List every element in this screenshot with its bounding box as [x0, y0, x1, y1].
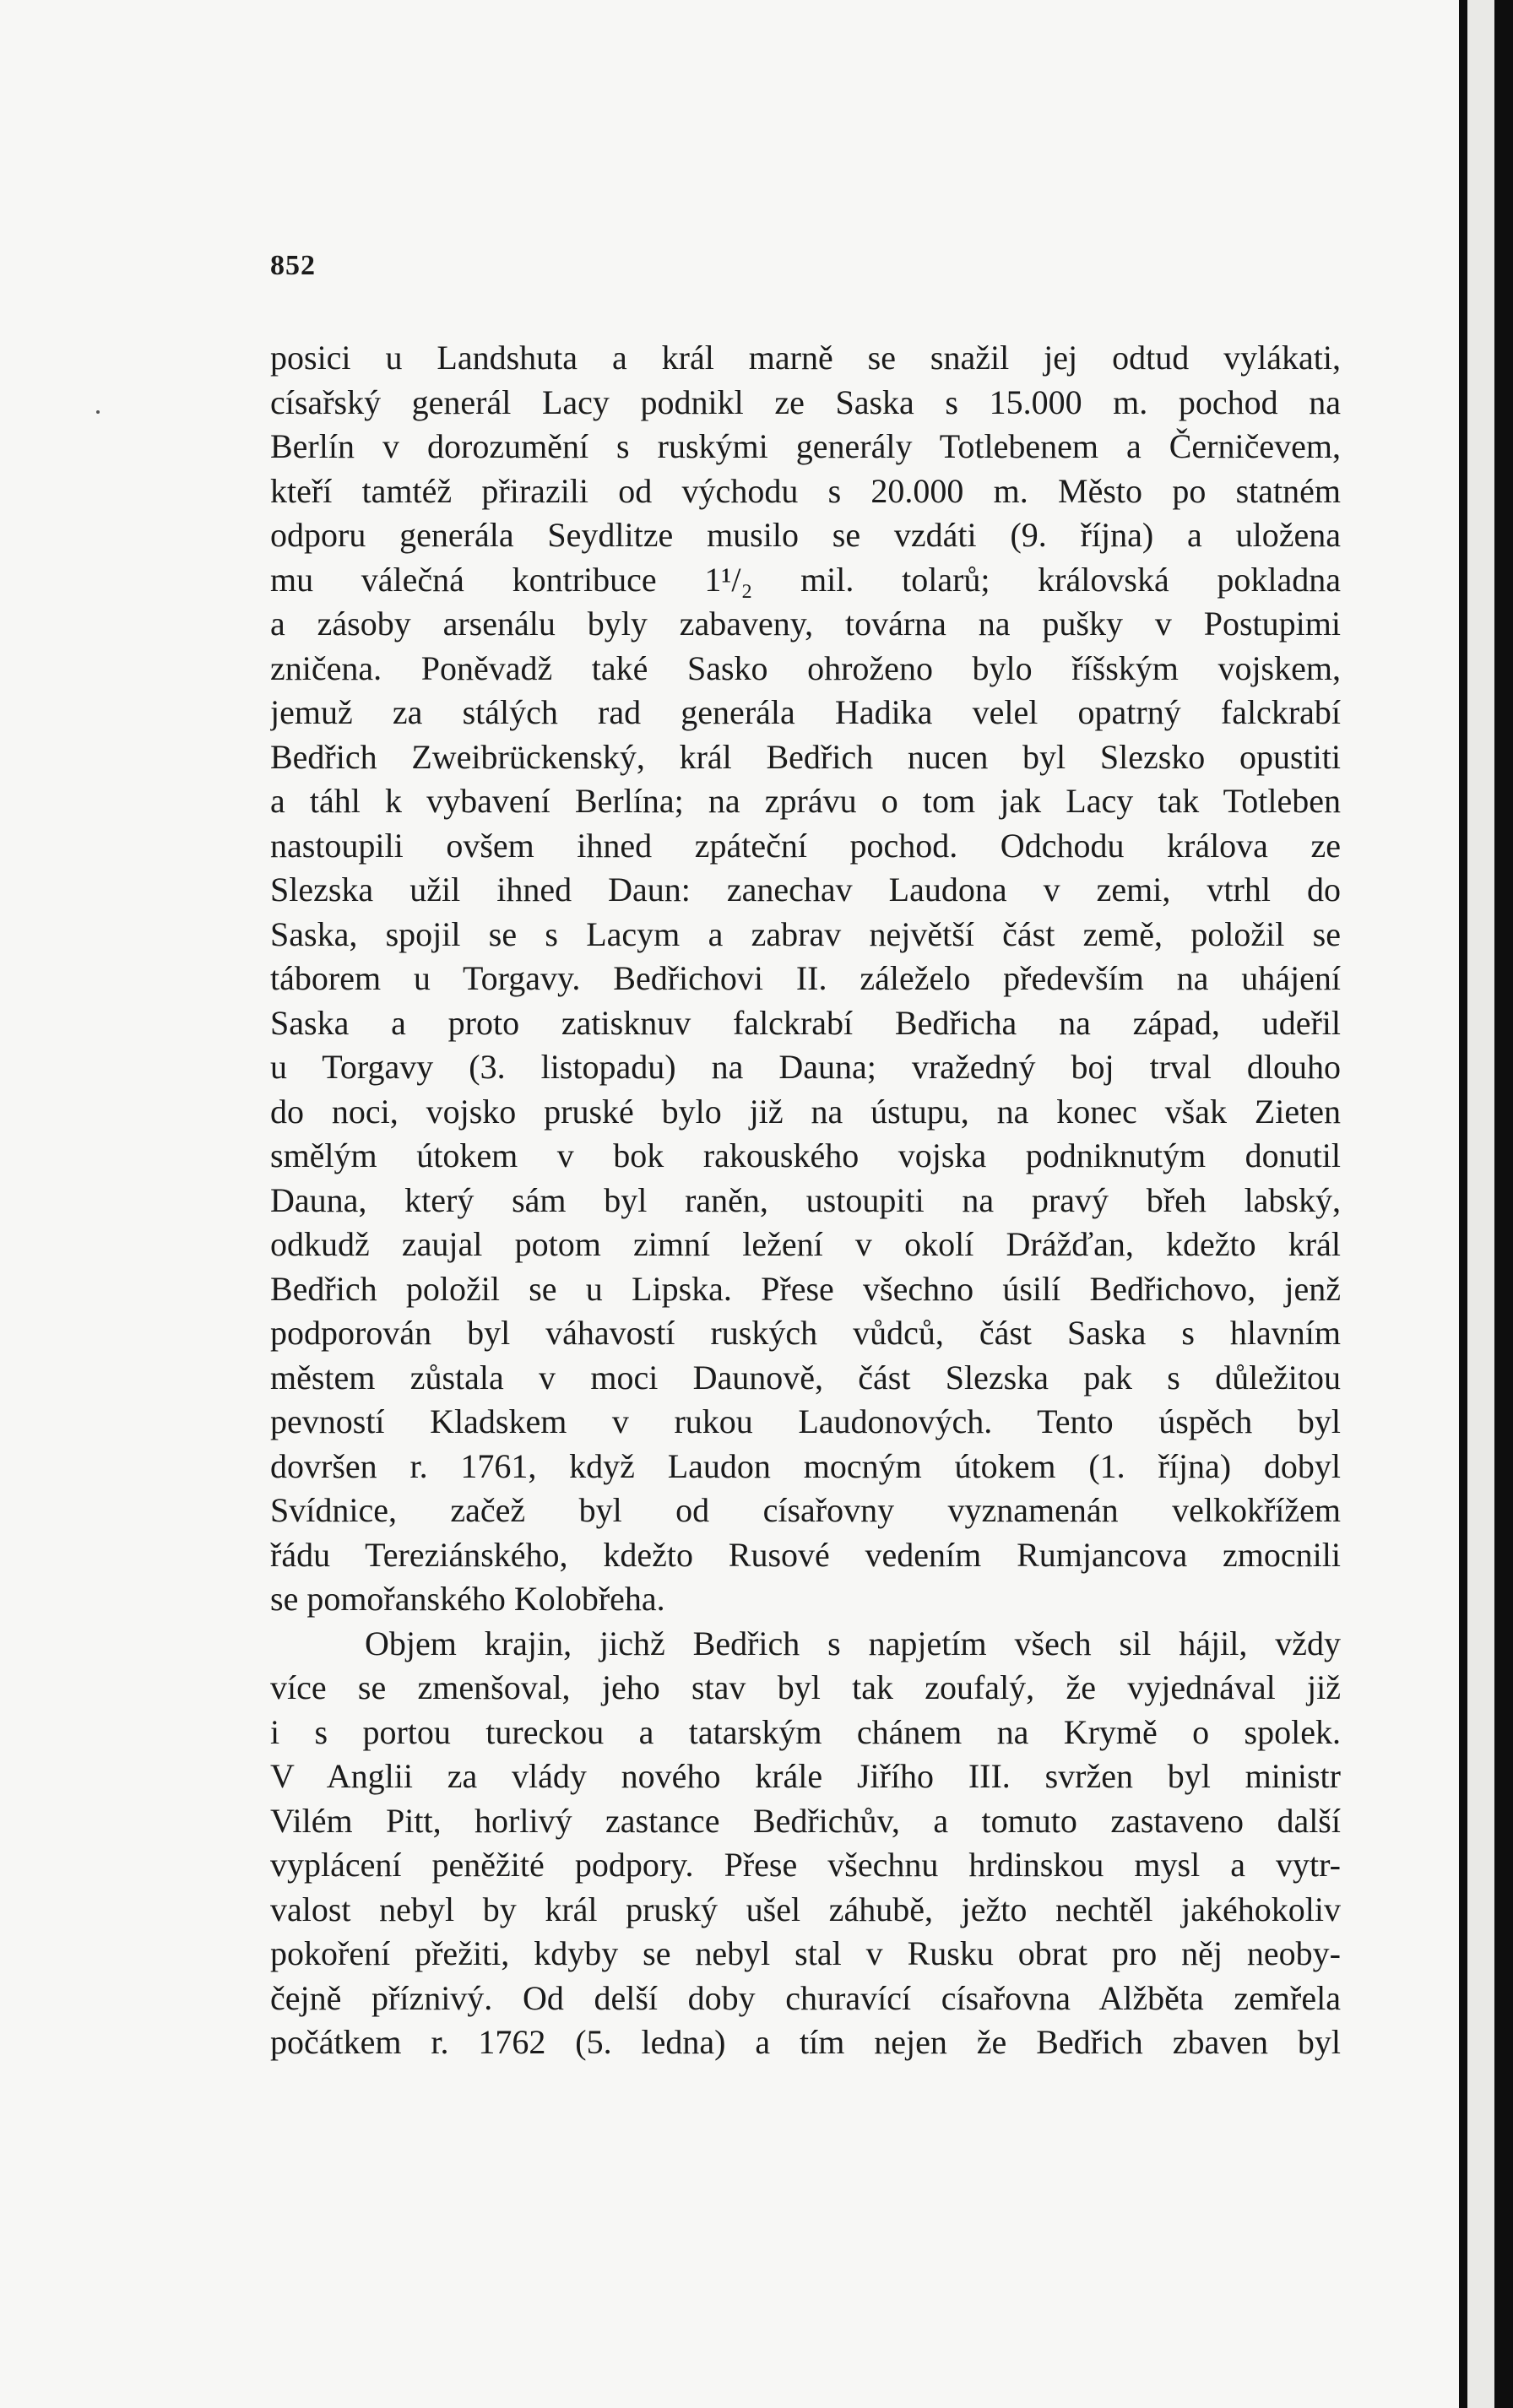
text-line: podporován byl váhavostí ruských vůdců, část Saska s hlavním [270, 1314, 1341, 1352]
book-gutter [1467, 0, 1494, 2408]
text-line: odporu generála Seydlitze musilo se vzdáti (9. října) a uložena [270, 516, 1341, 554]
text-line: zničena. Poněvadž také Sasko ohroženo bylo říšským vojskem, [270, 648, 1341, 687]
text-line: u Torgavy (3. listopadu) na Dauna; vražedný boj trval dlouho [270, 1048, 1341, 1086]
text-line: valost nebyl by král pruský ušel záhubě, ježto nechtěl jakéhokoliv [270, 1890, 1341, 1928]
text-line: smělým útokem v bok rakouského vojska podniknutým donutil [270, 1136, 1341, 1174]
text-line: Bedřich položil se u Lipska. Přese všechno úsilí Bedřichovo, jenž [270, 1269, 1341, 1308]
paragraph-1 [270, 336, 1341, 1622]
text-line: více se zmenšoval, jeho stav byl tak zoufalý, že vyjednával již [270, 1668, 1341, 1706]
scan-speck [96, 410, 100, 414]
text-line: Berlín v dorozumění s ruskými generály Totlebenem a Černičevem, [270, 427, 1341, 465]
text-line: Vilém Pitt, horlivý zastance Bedřichův, a tomuto zastaveno další [270, 1801, 1341, 1840]
text-line: kteří tamtéž přirazili od východu s 20.000 m. Město po statném [270, 471, 1341, 510]
text-line: Saska, spojil se s Lacym a zabrav největší část země, položil se [270, 914, 1341, 953]
page-number: 852 [270, 250, 316, 281]
text-line: dovršen r. 1761, když Laudon mocným útokem (1. října) dobyl [270, 1446, 1341, 1485]
text-line: posici u Landshuta a král marně se snažil jej odtud vylákati, [270, 339, 1341, 377]
text-line: počátkem r. 1762 (5. ledna) a tím nejen že Bedřich zbaven byl [270, 2023, 1341, 2061]
text-line: táborem u Torgavy. Bedřichovi II. záleželo především na uhájení [270, 959, 1341, 997]
text-line: se pomořanského Kolobřeha. [270, 1580, 665, 1618]
text-line: čejně příznivý. Od delší doby churavící císařovna Alžběta zemřela [270, 1978, 1341, 2017]
text-line: pokoření přežiti, kdyby se nebyl stal v Rusku obrat pro něj neoby- [270, 1934, 1341, 1972]
text-line: do noci, vojsko pruské bylo již na ústupu, na konec však Zieten [270, 1092, 1341, 1131]
text-line: Bedřich Zweibrückenský, král Bedřich nucen byl Slezsko opustiti [270, 737, 1341, 776]
page-edge-shadow [1459, 0, 1467, 2408]
text-line: císařský generál Lacy podnikl ze Saska s 15.000 m. pochod na [270, 382, 1341, 421]
text-line: jemuž za stálých rad generála Hadika velel opatrný falckrabí [270, 693, 1341, 731]
paragraph-2 [270, 1622, 1341, 2065]
text-line: pevností Kladskem v rukou Laudonových. Tento úspěch byl [270, 1402, 1341, 1440]
text-line: a táhl k vybavení Berlína; na zprávu o tom jak Lacy tak Totleben [270, 782, 1341, 820]
text-line: městem zůstala v moci Daunově, část Slezska pak s důležitou [270, 1358, 1341, 1397]
text-line: Objem krajin, jichž Bedřich s napjetím všech sil hájil, vždy [365, 1624, 1341, 1662]
text-line: Svídnice, začež byl od císařovny vyznamenán velkokřížem [270, 1491, 1341, 1529]
text-line: i s portou tureckou a tatarským chánem na Krymě o spolek. [270, 1712, 1341, 1751]
text-line: Saska a proto zatisknuv falckrabí Bedřicha na západ, udeřil [270, 1003, 1341, 1042]
page-edge-dark [1494, 0, 1513, 2408]
text-line: V Anglii za vlády nového krále Jiřího III. svržen byl ministr [270, 1757, 1341, 1795]
text-line: řádu Tereziánského, kdežto Rusové vedením Rumjancova zmocnili [270, 1535, 1341, 1574]
body-text [270, 336, 1341, 2065]
text-line: a zásoby arsenálu byly zabaveny, továrna na pušky v Postupimi [270, 605, 1341, 643]
text-line: mu válečná kontribuce 1¹/₂ mil. tolarů; královská pokladna [270, 560, 1341, 599]
text-line: vyplácení peněžité podpory. Přese všechnu hrdinskou mysl a vytr- [270, 1846, 1341, 1884]
text-line: odkudž zaujal potom zimní ležení v okolí Drážďan, kdežto král [270, 1225, 1341, 1263]
text-line: nastoupili ovšem ihned zpáteční pochod. Odchodu králova ze [270, 826, 1341, 865]
text-line: Slezska užil ihned Daun: zanechav Laudona v zemi, vtrhl do [270, 870, 1341, 908]
text-line: Dauna, který sám byl raněn, ustoupiti na pravý břeh labský, [270, 1180, 1341, 1219]
